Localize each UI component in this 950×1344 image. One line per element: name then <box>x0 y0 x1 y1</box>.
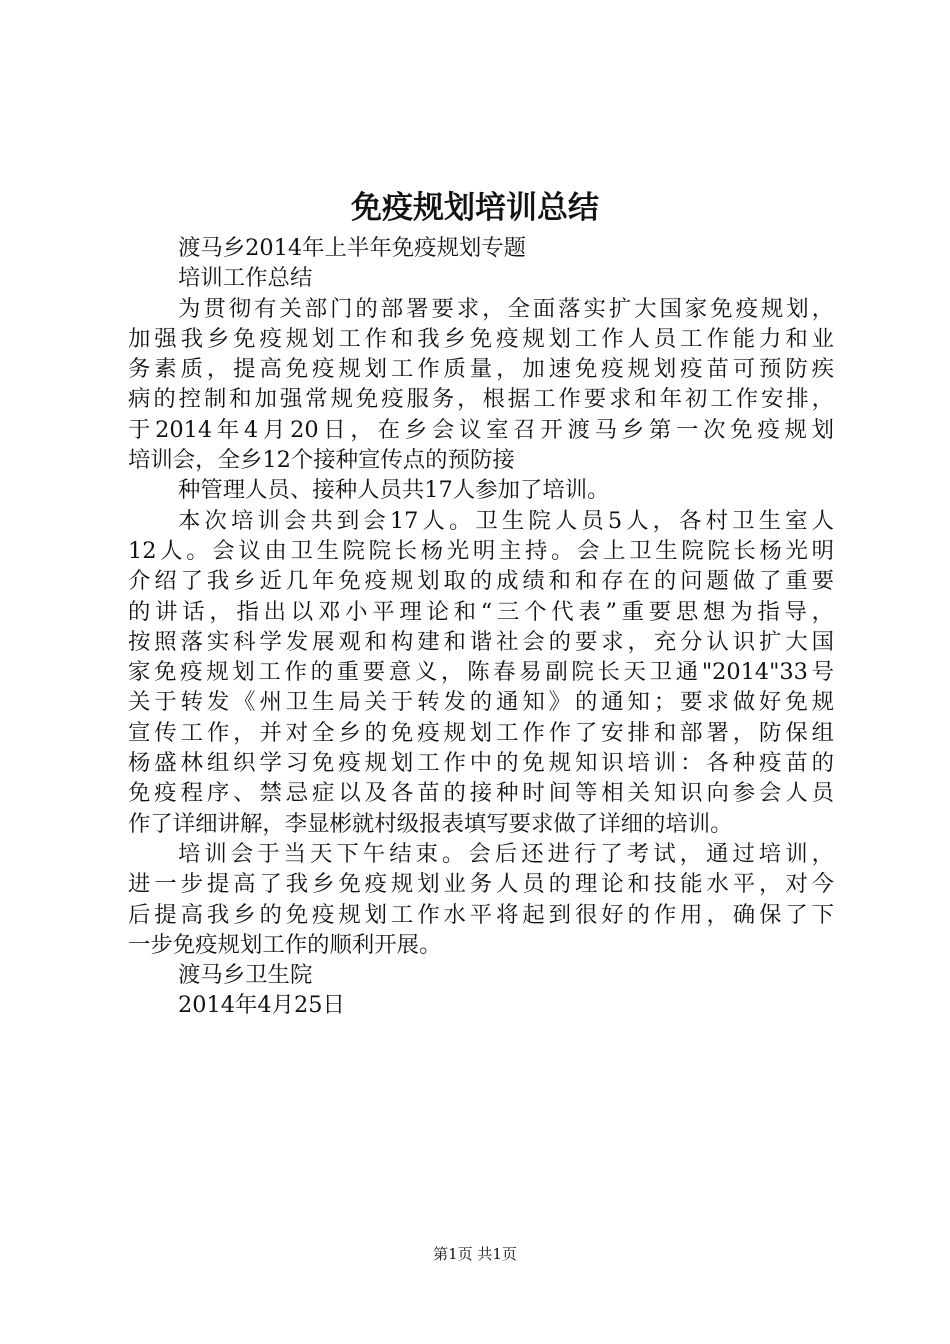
body-line: 培训会于当天下午结束。会后还进行了考试，通过培训， <box>178 840 834 867</box>
body-line: 按照落实科学发展观和构建和谐社会的要求，充分认识扩大国 <box>128 628 834 655</box>
body-line: 培训工作总结 <box>178 265 313 292</box>
body-line: 介绍了我乡近几年免疫规划取的成绩和和存在的问题做了重要 <box>128 568 834 595</box>
body-line: 于2014年4月20日，在乡会议室召开渡马乡第一次免疫规划 <box>128 416 834 443</box>
page-footer: 第1页 共1页 <box>433 1245 517 1263</box>
body-line: 务素质，提高免疫规划工作质量，加速免疫规划疫苗可预防疾 <box>128 356 834 383</box>
body-line: 加强我乡免疫规划工作和我乡免疫规划工作人员工作能力和业 <box>128 325 834 352</box>
body-line: 培训会，全乡12个接种宣传点的预防接 <box>128 447 515 474</box>
document-title: 免疫规划培训总结 <box>351 190 599 226</box>
signature-date: 2014年4月25日 <box>178 992 345 1019</box>
body-line: 关于转发《州卫生局关于转发的通知》的通知；要求做好免规 <box>128 689 834 716</box>
body-line: 的讲话，指出以邓小平理论和“三个代表”重要思想为指导， <box>128 598 834 625</box>
body-line: 本次培训会共到会17人。卫生院人员5人，各村卫生室人 <box>178 507 834 534</box>
body-line: 12人。会议由卫生院院长杨光明主持。会上卫生院院长杨光明 <box>128 537 834 564</box>
body-line: 种管理人员、接种人员共17人参加了培训。 <box>178 477 610 504</box>
body-line: 一步免疫规划工作的顺利开展。 <box>128 931 442 958</box>
body-line: 免疫程序、禁忌症以及各苗的接种时间等相关知识向参会人员 <box>128 780 834 807</box>
body-line: 杨盛林组织学习免疫规划工作中的免规知识培训：各种疫苗的 <box>128 750 834 777</box>
body-line: 宣传工作，并对全乡的免疫规划工作作了安排和部署，防保组 <box>128 719 834 746</box>
body-line: 作了详细讲解，李显彬就村级报表填写要求做了详细的培训。 <box>128 810 733 837</box>
body-line: 病的控制和加强常规免疫服务，根据工作要求和年初工作安排， <box>128 386 834 413</box>
body-line: 渡马乡2014年上半年免疫规划专题 <box>178 235 527 261</box>
body-line: 进一步提高了我乡免疫规划业务人员的理论和技能水平，对今 <box>128 871 834 898</box>
body-line: 为贯彻有关部门的部署要求，全面落实扩大国家免疫规划， <box>178 295 834 322</box>
body-line: 后提高我乡的免疫规划工作水平将起到很好的作用，确保了下 <box>128 901 834 928</box>
signature-organization: 渡马乡卫生院 <box>178 962 313 989</box>
body-line: 家免疫规划工作的重要意义，陈春易副院长天卫通"2014"33号 <box>128 659 834 686</box>
document-body <box>128 233 834 1021</box>
